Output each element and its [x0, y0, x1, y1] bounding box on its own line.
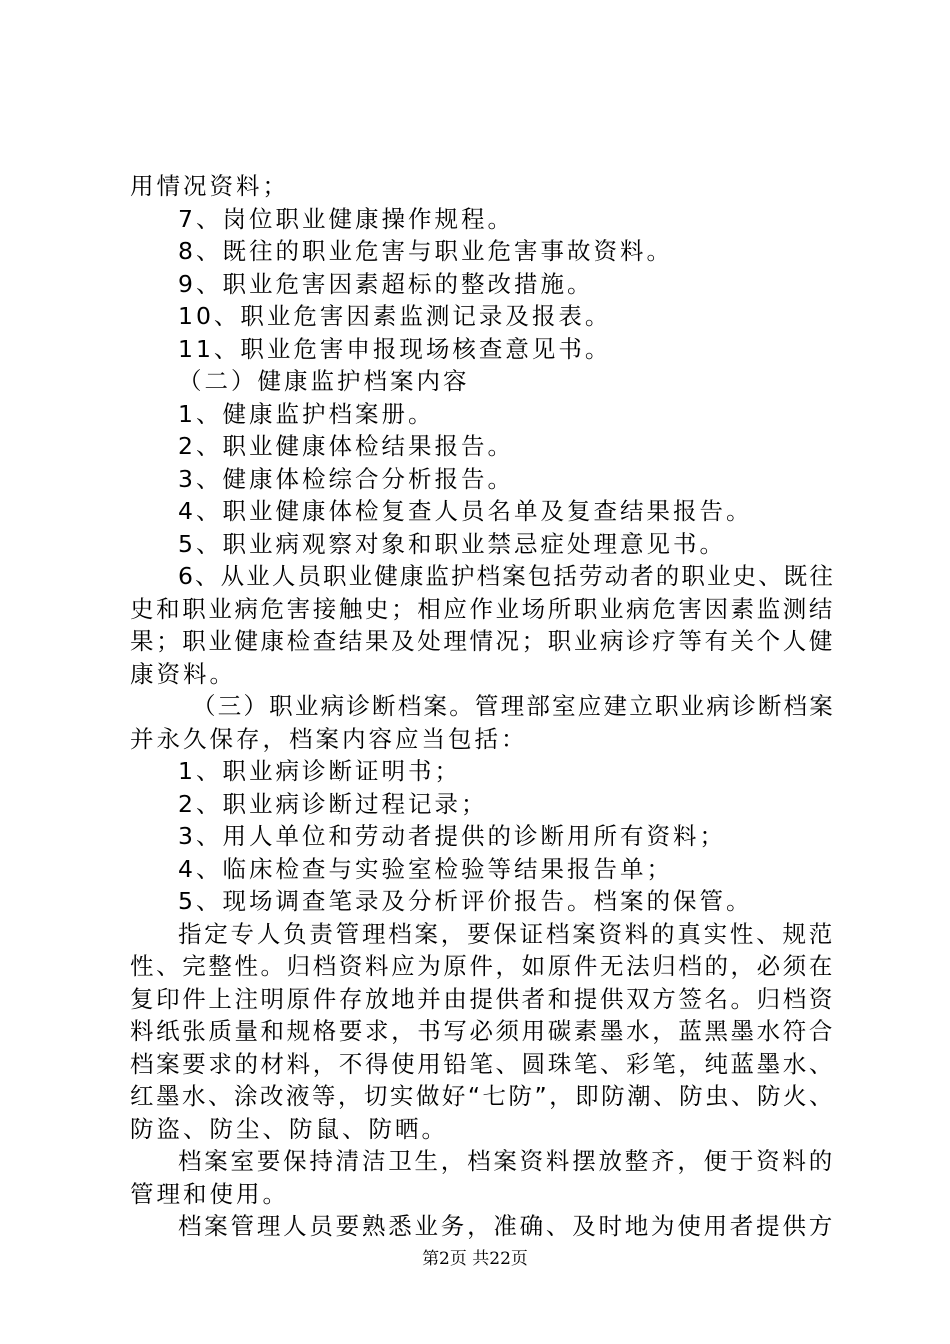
text-line: 3、用人单位和劳动者提供的诊断用所有资料； — [178, 822, 726, 850]
text-line: 2、职业病诊断过程记录； — [178, 789, 488, 818]
text-line: 1、健康监护档案册。 — [178, 399, 435, 428]
text-line: 防盗、防尘、防鼠、防晒。 — [130, 1114, 448, 1143]
text-line: 3、健康体检综合分析报告。 — [178, 464, 514, 493]
text-line: 管理和使用。 — [130, 1179, 289, 1208]
text-line: 6、从业人员职业健康监护档案包括劳动者的职业史、既往 — [178, 562, 835, 590]
text-line: 档案管理人员要熟悉业务，准确、及时地为使用者提供方 — [178, 1212, 835, 1240]
text-line: 4、职业健康体检复查人员名单及复查结果报告。 — [178, 497, 753, 525]
text-line: 8、既往的职业危害与职业危害事故资料。 — [178, 237, 673, 265]
text-line: 指定专人负责管理档案，要保证档案资料的真实性、规范 — [178, 919, 835, 948]
text-line: （二）健康监护档案内容 — [178, 367, 470, 395]
text-line: 并永久保存，档案内容应当包括： — [130, 724, 528, 753]
page-number: 第2页 共22页 — [422, 1249, 528, 1269]
text-line: 2、职业健康体检结果报告。 — [178, 432, 514, 460]
text-line: 5、职业病观察对象和职业禁忌症处理意见书。 — [178, 529, 726, 558]
text-line: 料纸张质量和规格要求，书写必须用碳素墨水，蓝黑墨水符合 — [130, 1017, 835, 1045]
text-line: 9、职业危害因素超标的整改措施。 — [178, 269, 594, 298]
text-line: 复印件上注明原件存放地并由提供者和提供双方签名。归档资 — [130, 984, 835, 1013]
document-body — [130, 170, 835, 1243]
text-line: 4、临床检查与实验室检验等结果报告单； — [178, 854, 673, 883]
text-line: （三）职业病诊断档案。管理部室应建立职业病诊断档案 — [192, 692, 835, 720]
text-line: 用情况资料； — [130, 172, 289, 200]
text-line: 档案要求的材料，不得使用铅笔、圆珠笔、彩笔，纯蓝墨水、 — [130, 1049, 835, 1078]
text-line: 康资料。 — [130, 659, 236, 688]
page-footer — [0, 1244, 950, 1269]
text-line: 1、职业病诊断证明书； — [178, 757, 461, 785]
text-line: 7、岗位职业健康操作规程。 — [178, 204, 514, 233]
text-line: 10、职业危害因素监测记录及报表。 — [178, 302, 612, 330]
text-line: 档案室要保持清洁卫生，档案资料摆放整齐，便于资料的 — [178, 1147, 835, 1175]
text-line: 5、现场调查笔录及分析评价报告。档案的保管。 — [178, 887, 753, 915]
text-line: 史和职业病危害接触史；相应作业场所职业病危害因素监测结 — [130, 594, 835, 623]
text-line: 红墨水、涂改液等，切实做好“七防”，即防潮、防虫、防火、 — [130, 1082, 835, 1110]
text-line: 果；职业健康检查结果及处理情况；职业病诊疗等有关个人健 — [130, 627, 835, 655]
text-line: 性、完整性。归档资料应为原件，如原件无法归档的，必须在 — [130, 952, 835, 980]
text-line: 11、职业危害申报现场核查意见书。 — [178, 334, 612, 363]
